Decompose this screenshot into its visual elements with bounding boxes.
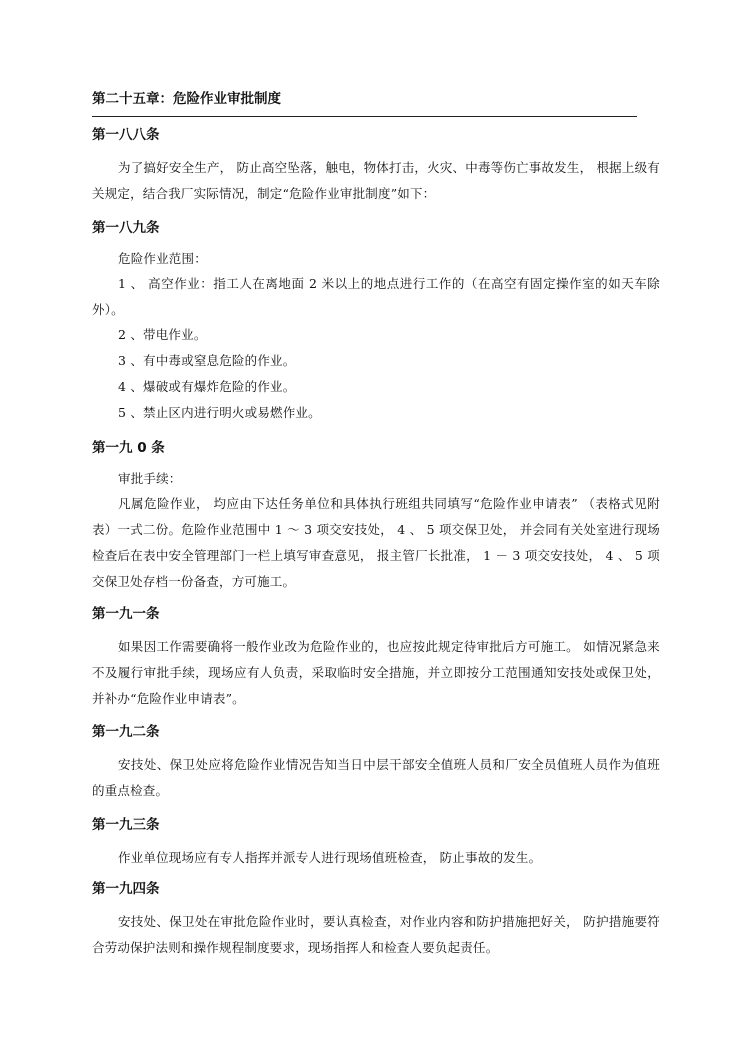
article-189-item-1: 1 、 高空作业：指工人在离地面 2 米以上的地点进行工作的（在高空有固定操作室的如天车除外）。 <box>92 276 660 317</box>
article-192-heading: 第一九二条 <box>92 724 160 740</box>
article-194-heading: 第一九四条 <box>92 881 160 897</box>
article-190-heading: 第一九 0 条 <box>92 440 165 456</box>
article-188-heading: 第一八八条 <box>92 127 160 143</box>
chapter-title: 第二十五章：危险作业审批制度 <box>92 91 281 107</box>
article-188-paragraph: 为了搞好安全生产， 防止高空坠落，触电，物体打击，火灾、中毒等伤亡事故发生， 根据上级有关规定，结合我厂实际情况，制定“危险作业审批制度”如下： <box>92 160 660 201</box>
article-193-paragraph: 作业单位现场应有专人指挥并派专人进行现场值班检查， 防止事故的发生。 <box>118 850 542 865</box>
article-189-item-4: 4 、爆破或有爆炸危险的作业。 <box>118 379 296 394</box>
title-divider <box>92 116 637 117</box>
article-189-intro: 危险作业范围： <box>118 251 207 266</box>
article-191-heading: 第一九一条 <box>92 606 160 622</box>
article-193-heading: 第一九三条 <box>92 817 160 833</box>
article-190-paragraph: 凡属危险作业， 均应由下达任务单位和具体执行班组共同填写“危险作业申请表” （表格式见附表）一式二份。危险作业范围中 1 ～ 3 项交安技处， 4 、 5 项交保卫处， 并会同有关处室进行现场检查后在表中安全管理部门一栏上填写审查意见， 报主管厂长批准， 1 － 3 项交安技处， 4 、 5 项交保卫处存档一份备查，方可施工。 <box>92 496 660 589</box>
article-189-item-5: 5 、禁止区内进行明火或易燃作业。 <box>118 405 321 420</box>
article-189-item-2: 2 、带电作业。 <box>118 327 207 342</box>
article-192-paragraph: 安技处、保卫处应将危险作业情况告知当日中层干部安全值班人员和厂安全员值班人员作为值班的重点检查。 <box>92 757 660 798</box>
article-190-intro: 审批手续： <box>118 471 182 486</box>
article-189-heading: 第一八九条 <box>92 220 160 236</box>
article-194-paragraph: 安技处、保卫处在审批危险作业时，要认真检查，对作业内容和防护措施把好关， 防护措施要符合劳动保护法则和操作规程制度要求，现场指挥人和检查人要负起责任。 <box>92 914 660 955</box>
article-189-item-3: 3 、有中毒或窒息危险的作业。 <box>118 353 296 368</box>
article-191-paragraph: 如果因工作需要确将一般作业改为危险作业的，也应按此规定待审批后方可施工。 如情况紧急来不及履行审批手续，现场应有人负责，采取临时安全措施，并立即按分工范围通知安技处或保卫处，并补办“危险作业申请表”。 <box>92 639 660 706</box>
